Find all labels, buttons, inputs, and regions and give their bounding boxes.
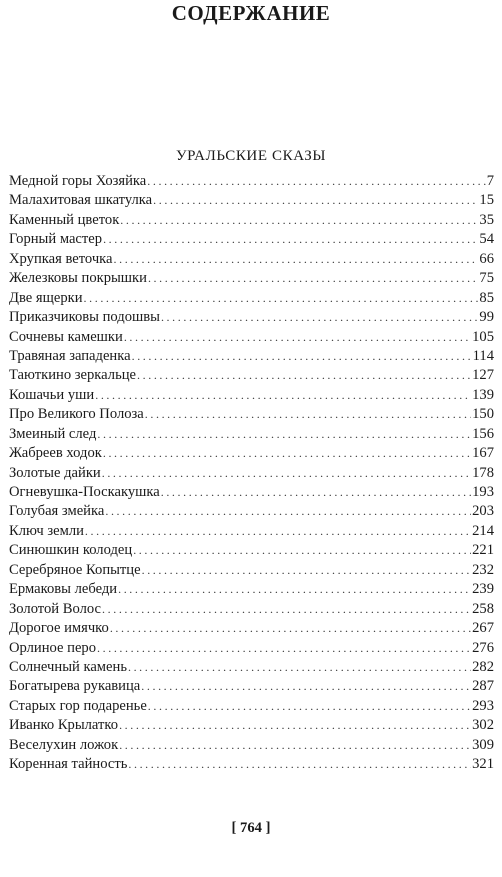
- toc-entry-page: 239: [472, 581, 494, 598]
- toc-entry: [9, 347, 494, 366]
- dot-leader: [118, 580, 471, 599]
- toc-entry: [9, 269, 494, 288]
- dot-leader: [119, 736, 471, 755]
- dot-leader: [103, 444, 471, 463]
- toc-entry-page: 105: [472, 328, 494, 345]
- toc-entry-page: 99: [479, 309, 494, 326]
- toc-entry-title: Травяная западенка: [9, 347, 131, 364]
- toc-entry-page: 282: [472, 658, 494, 675]
- dot-leader: [102, 464, 471, 483]
- toc-entry-title: Дорогое имячко: [9, 620, 109, 637]
- dot-leader: [132, 347, 472, 366]
- toc-entry: [9, 716, 494, 735]
- dot-leader: [145, 405, 471, 424]
- toc-entry-page: 232: [472, 561, 494, 578]
- dot-leader: [128, 755, 471, 774]
- section-title: УРАЛЬСКИЕ СКАЗЫ: [175, 148, 327, 164]
- toc-entry-page: 54: [479, 231, 494, 248]
- toc-entry-page: 221: [472, 542, 494, 559]
- dot-leader: [153, 191, 478, 210]
- toc-entry-page: 178: [472, 464, 494, 481]
- toc-entry-page: 150: [472, 406, 494, 423]
- dot-leader: [147, 172, 485, 191]
- toc-entry-title: Коренная тайность: [9, 756, 128, 773]
- toc-entry-title: Медной горы Хозяйка: [9, 173, 147, 189]
- dot-leader: [84, 289, 479, 308]
- toc-entry-page: 85: [479, 289, 494, 306]
- toc-entry-title: Малахитовая шкатулка: [9, 192, 153, 209]
- toc-entry: [9, 600, 494, 619]
- toc-entry-title: Две ящерки: [9, 289, 83, 306]
- toc-entry: [9, 386, 494, 405]
- toc-entry: [9, 425, 494, 444]
- toc-entry: [9, 697, 494, 716]
- toc-entry: [9, 191, 494, 210]
- dot-leader: [103, 230, 478, 249]
- toc-entry-title: Каменный цветок: [9, 211, 120, 228]
- toc-entry-title: Синюшкин колодец: [9, 542, 133, 559]
- dot-leader: [95, 386, 471, 405]
- dot-leader: [142, 561, 472, 580]
- toc-entry-page: 321: [472, 756, 494, 773]
- dot-leader: [85, 522, 471, 541]
- toc-entry-page: 287: [472, 678, 494, 695]
- toc-entry-title: Приказчиковы подошвы: [9, 309, 160, 326]
- toc-entry-page: 167: [472, 445, 494, 462]
- dot-leader: [148, 269, 478, 288]
- toc-entry: [9, 172, 494, 191]
- table-of-contents: [9, 172, 494, 775]
- toc-entry: [9, 677, 494, 696]
- toc-entry: [9, 580, 494, 599]
- dot-leader: [161, 483, 471, 502]
- toc-entry: [9, 502, 494, 521]
- toc-entry: [9, 444, 494, 463]
- toc-entry: [9, 328, 494, 347]
- dot-leader: [120, 211, 478, 230]
- toc-entry: [9, 211, 494, 230]
- toc-entry-title: Богатырева рукавица: [9, 678, 141, 695]
- dot-leader: [137, 366, 471, 385]
- toc-entry-title: Горный мастер: [9, 231, 103, 248]
- toc-entry-page: 302: [472, 717, 494, 734]
- page-title: СОДЕРЖАНИЕ: [171, 1, 331, 25]
- page-number: [ 764 ]: [231, 820, 271, 836]
- toc-entry-page: 127: [472, 367, 494, 384]
- dot-leader: [110, 619, 471, 638]
- dot-leader: [124, 328, 471, 347]
- toc-entry-title: Золотые дайки: [9, 464, 101, 481]
- dot-leader: [141, 677, 471, 696]
- toc-entry-page: 156: [472, 425, 494, 442]
- toc-entry-page: 35: [479, 211, 494, 228]
- dot-leader: [148, 697, 471, 716]
- toc-entry-page: 114: [472, 347, 494, 364]
- toc-entry: [9, 289, 494, 308]
- toc-entry-title: Про Великого Полоза: [9, 406, 144, 423]
- toc-entry-page: 66: [479, 250, 494, 267]
- toc-entry-title: Веселухин ложок: [9, 736, 119, 753]
- dot-leader: [133, 541, 471, 560]
- dot-leader: [161, 308, 478, 327]
- toc-entry: [9, 561, 494, 580]
- toc-entry-title: Золотой Волос: [9, 600, 102, 617]
- toc-entry-title: Серебряное Копытце: [9, 561, 141, 578]
- toc-entry: [9, 619, 494, 638]
- dot-leader: [97, 425, 471, 444]
- toc-entry-page: 75: [479, 270, 494, 287]
- toc-entry-title: Железковы покрышки: [9, 270, 147, 287]
- toc-entry-title: Сочневы камешки: [9, 328, 123, 345]
- toc-entry: [9, 405, 494, 424]
- toc-entry: [9, 755, 494, 774]
- toc-entry-title: Ключ земли: [9, 522, 84, 539]
- toc-entry-title: Огневушка-Поскакушка: [9, 484, 160, 500]
- toc-entry: [9, 366, 494, 385]
- toc-entry-page: 293: [472, 697, 494, 714]
- toc-entry-page: 309: [472, 736, 494, 753]
- toc-entry-title: Старых гор подаренье: [9, 697, 147, 714]
- toc-entry-page: 258: [472, 600, 494, 617]
- toc-entry-page: 15: [479, 192, 494, 209]
- toc-entry-page: 214: [472, 522, 494, 539]
- toc-entry-title: Таюткино зеркальце: [9, 367, 137, 384]
- toc-entry-title: Солнечный камень: [9, 658, 127, 675]
- toc-entry-title: Иванко Крылатко: [9, 717, 119, 734]
- toc-entry-page: 139: [472, 386, 494, 403]
- toc-entry: [9, 658, 494, 677]
- toc-entry: [9, 250, 494, 269]
- toc-entry-title: Змеиный след: [9, 425, 97, 442]
- dot-leader: [102, 600, 471, 619]
- toc-entry: [9, 230, 494, 249]
- toc-entry-title: Орлиное перо: [9, 639, 97, 656]
- toc-entry: [9, 736, 494, 755]
- toc-entry: [9, 541, 494, 560]
- toc-entry: [9, 483, 494, 502]
- dot-leader: [128, 658, 471, 677]
- toc-entry-title: Ермаковы лебеди: [9, 581, 118, 598]
- toc-entry-page: 7: [486, 173, 494, 189]
- toc-entry-title: Жабреев ходок: [9, 445, 102, 462]
- toc-entry-page: 193: [472, 484, 494, 500]
- toc-entry-title: Голубая змейка: [9, 503, 105, 520]
- toc-entry-title: Хрупкая веточка: [9, 250, 113, 267]
- dot-leader: [105, 502, 471, 521]
- dot-leader: [114, 250, 479, 269]
- toc-entry-page: 276: [472, 639, 494, 656]
- toc-entry-title: Кошачьи уши: [9, 386, 95, 403]
- toc-entry-page: 267: [472, 620, 494, 637]
- toc-entry: [9, 464, 494, 483]
- dot-leader: [97, 639, 471, 658]
- toc-entry-page: 203: [472, 503, 494, 520]
- toc-entry: [9, 639, 494, 658]
- toc-entry: [9, 522, 494, 541]
- dot-leader: [119, 716, 471, 735]
- toc-entry: [9, 308, 494, 327]
